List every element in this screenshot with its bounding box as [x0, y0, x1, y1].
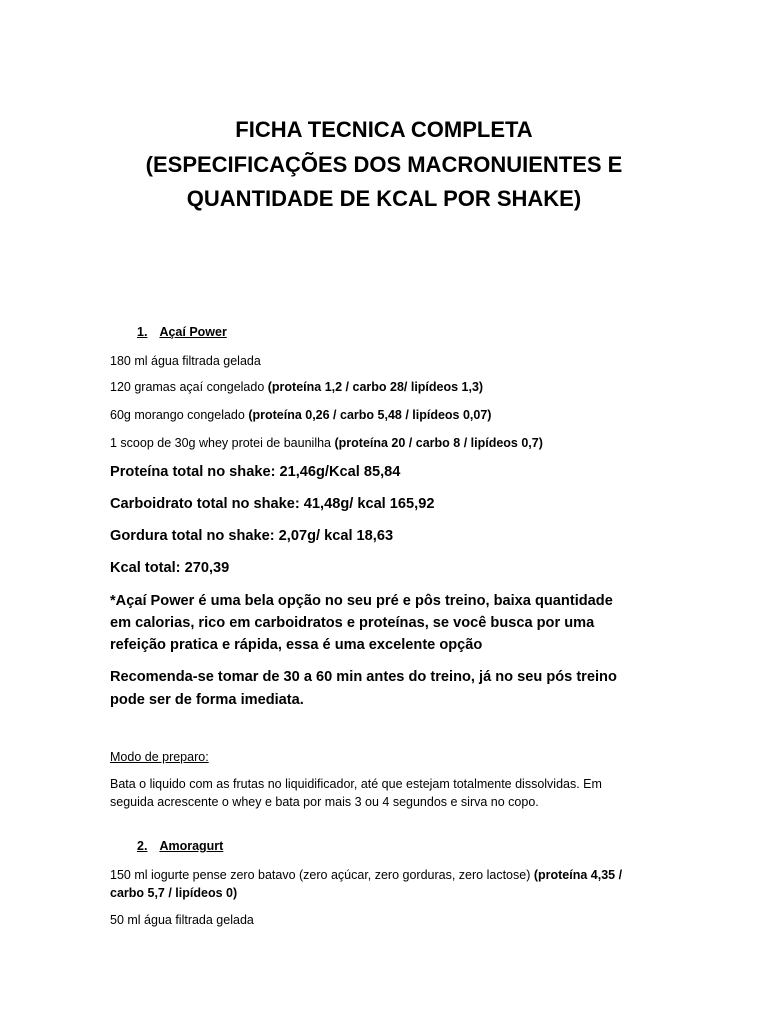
- ingredient-line: [110, 866, 622, 884]
- ingredient-line: [110, 406, 491, 424]
- ingredient-macros: (proteína 4,35 /: [533, 868, 623, 882]
- ingredient-macros: (proteína 0,26 / carbo 5,48 / lipídeos 0,07): [248, 408, 492, 422]
- ingredient-macros: (proteína 1,2 / carbo 28/ lipídeos 1,3): [267, 380, 484, 394]
- title-line-1: FICHA TECNICA COMPLETA: [235, 117, 533, 142]
- ingredient-line: [110, 378, 483, 396]
- prep-text-line: Bata o liquido com as frutas no liquidificador, até que estejam totalmente dissolvidas. Em: [110, 777, 602, 791]
- total-protein: Proteína total no shake: 21,46g/Kcal 85,84: [110, 464, 401, 480]
- ingredient-macros: (proteína 20 / carbo 8 / lipídeos 0,7): [334, 436, 543, 450]
- ingredient-text: 180 ml água filtrada gelada: [110, 354, 261, 368]
- title-line-3: QUANTIDADE DE KCAL POR SHAKE): [186, 186, 582, 211]
- ingredient-line-continued: [110, 884, 237, 902]
- section-name: Amoragurt: [159, 839, 224, 853]
- note-line: em calorias, rico em carboidratos e proteínas, se você busca por uma: [110, 615, 595, 631]
- ingredient-line: [110, 352, 261, 370]
- ingredient-line: [110, 434, 543, 452]
- total-fat: Gordura total no shake: 2,07g/ kcal 18,63: [110, 528, 394, 544]
- ingredient-text: 120 gramas açaí congelado: [110, 380, 268, 394]
- total-kcal: Kcal total: 270,39: [110, 560, 230, 576]
- prep-heading: [110, 748, 209, 766]
- section-number: 2.: [137, 839, 148, 853]
- document-title: [0, 113, 768, 217]
- section-name: Açaí Power: [159, 325, 227, 339]
- title-line-2: (ESPECIFICAÇÕES DOS MACRONUIENTES E: [145, 151, 623, 177]
- ingredient-macros-continued: carbo 5,7 / lipídeos 0): [110, 886, 238, 900]
- section-number: 1.: [137, 325, 148, 339]
- ingredient-text: 1 scoop de 30g whey protei de baunilha: [110, 436, 335, 450]
- section-heading-acai-power: [137, 325, 227, 339]
- ingredient-text: 60g morango congelado: [110, 408, 249, 422]
- prep-text-line: seguida acrescente o whey e bata por mais 3 ou 4 segundos e sirva no copo.: [110, 795, 539, 809]
- total-carbs: Carboidrato total no shake: 41,48g/ kcal 165,92: [110, 496, 435, 512]
- section-heading-amoragurt: [137, 839, 223, 853]
- ingredient-line: 50 ml água filtrada gelada: [110, 913, 254, 927]
- note-line: refeição pratica e rápida, essa é uma excelente opção: [110, 637, 483, 653]
- ingredient-text: 150 ml iogurte pense zero batavo (zero açúcar, zero gorduras, zero lactose): [110, 868, 534, 882]
- prep-heading-text: Modo de preparo:: [110, 750, 209, 764]
- recommendation-line: pode ser de forma imediata.: [110, 692, 304, 708]
- recommendation-line: Recomenda-se tomar de 30 a 60 min antes do treino, já no seu pós treino: [110, 669, 617, 685]
- note-line: *Açaí Power é uma bela opção no seu pré e pôs treino, baixa quantidade: [110, 593, 613, 609]
